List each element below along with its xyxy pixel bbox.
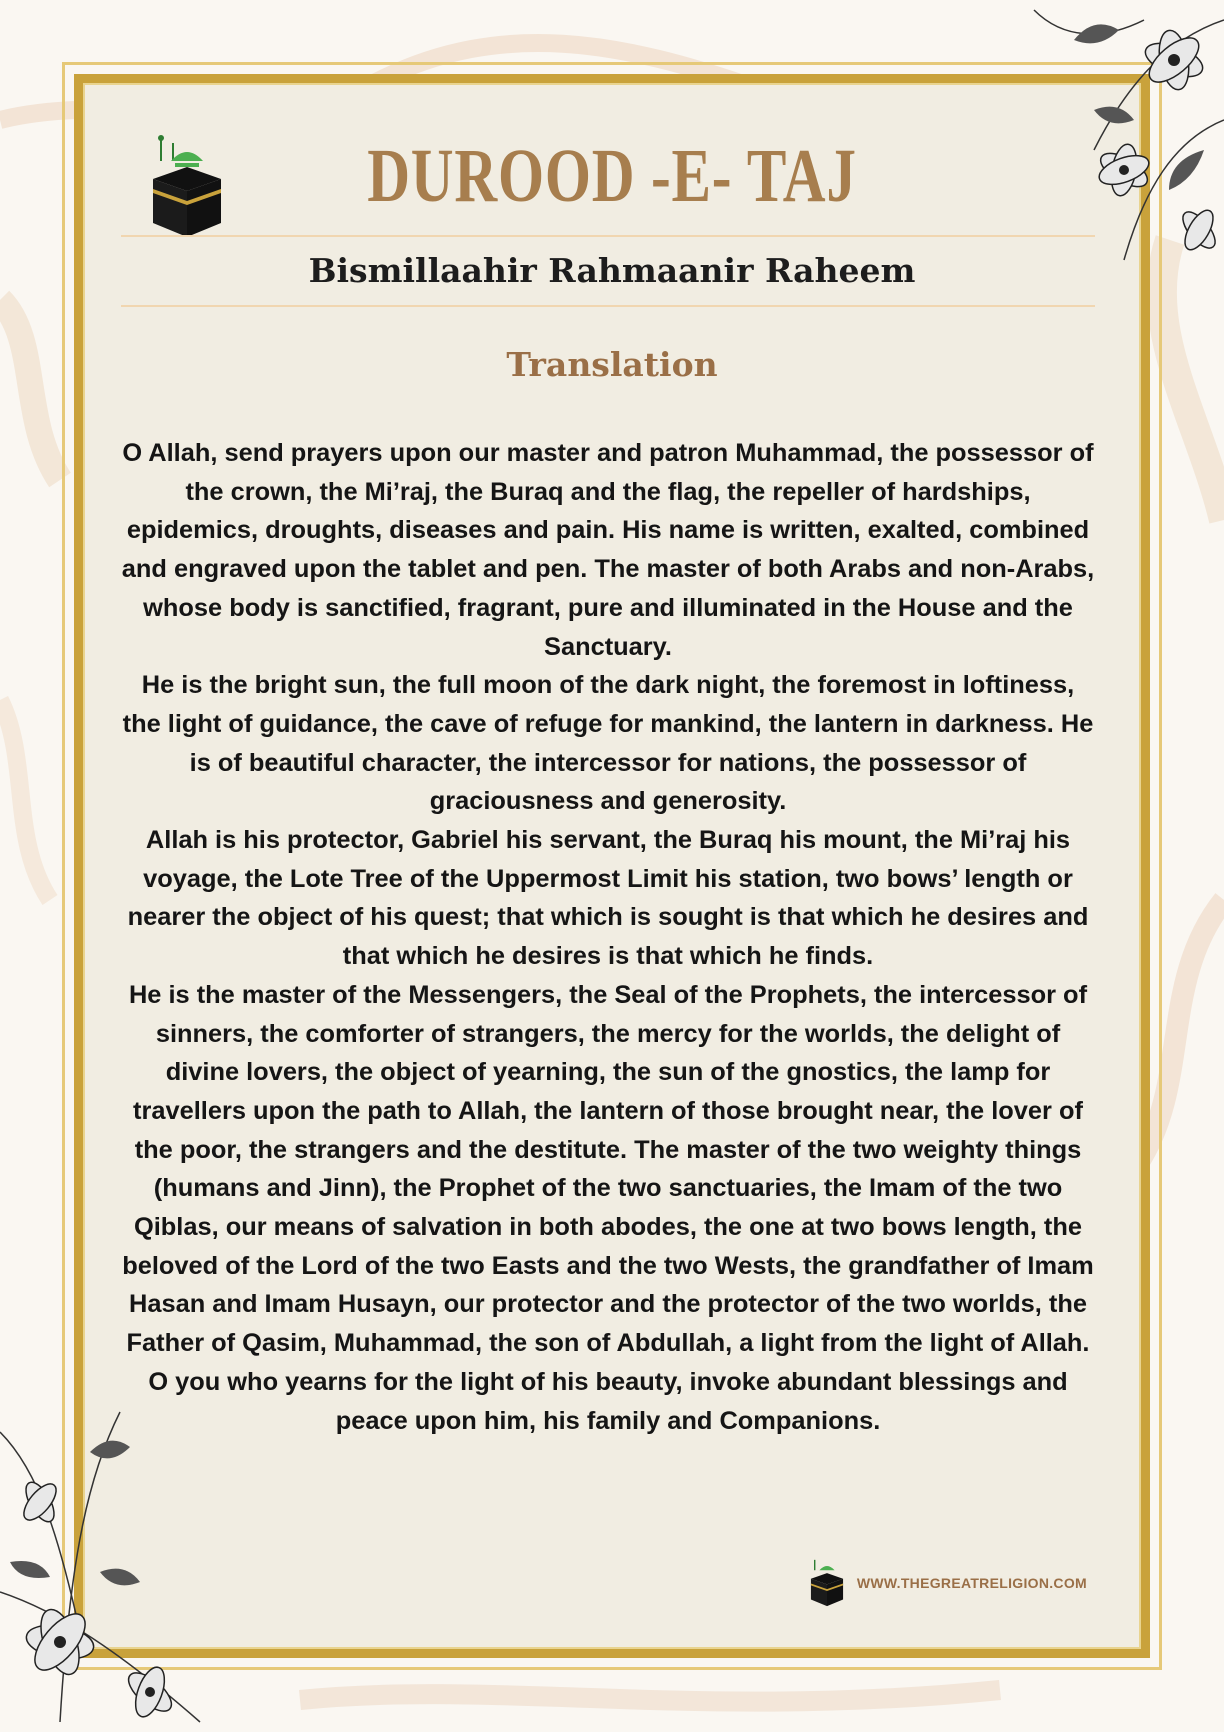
paragraph: O Allah, send prayers upon our master and patron Muhammad, the possessor of the crown, the Mi’raj, the Buraq and the flag, the repeller of hardships, epidemics, droughts, diseases and pain. His name is written, exalted, combined and engraved upon the tablet and pen. The master of both Arabs and non-Arabs, whose body is sanctified, fragrant, pure and illuminated in the House and the Sanctuary. xyxy=(121,439,1095,661)
document-title: DUROOD -E- TAJ xyxy=(367,134,857,218)
paragraph: He is the master of the Messengers, the Seal of the Prophets, the intercessor of sinners, the comforter of strangers, the mercy for the worlds, the delight of divine lovers, the object of yearning, the sun of the gnostics, the lamp for travellers upon the path to Allah, the lantern of those brought near, the lover of the poor, the strangers and the destitute. The master of the two weighty things (humans and Jinn), the Prophet of the two sanctuaries, the Imam of the two Qiblas, our means of salvation in both abodes, the one at two bows length, the beloved of the Lord of the two Easts and the two Wests, the grandfather of Imam Hasan and Imam Husayn, our protector and the protector of the two worlds, the Father of Qasim, Muhammad, the son of Abdullah, a light from the light of Allah. xyxy=(122,980,1094,1358)
divider xyxy=(121,235,1095,237)
translation-heading: Translation xyxy=(506,345,718,384)
website-link[interactable]: WWW.THEGREATRELIGION.COM xyxy=(856,1575,1087,1591)
paragraph: He is the bright sun, the full moon of the dark night, the foremost in loftiness, the light of guidance, the cave of refuge for mankind, the lantern in darkness. He is of beautiful character, the intercessor for nations, the possessor of graciousness and generosity. xyxy=(122,671,1094,816)
kaaba-icon xyxy=(807,1557,847,1609)
paragraph: Allah is his protector, Gabriel his servant, the Buraq his mount, the Mi’raj his voyage, the Lote Tree of the Uppermost Limit his station, two bows’ length or nearer the object of his quest; that which is sought is that which he desires and that which he desires is that which he finds. xyxy=(127,826,1089,971)
footer xyxy=(807,1557,1087,1609)
document-panel xyxy=(74,74,1150,1658)
flowers-decoration xyxy=(0,1392,230,1732)
paragraph: O you who yearns for the light of his beauty, invoke abundant blessings and peace upon him, his family and Companions. xyxy=(148,1367,1068,1435)
divider xyxy=(121,305,1095,307)
basmala-heading: Bismillaahir Rahmaanir Raheem xyxy=(308,251,916,290)
translation-text xyxy=(121,434,1095,1440)
flowers-decoration xyxy=(974,0,1224,300)
